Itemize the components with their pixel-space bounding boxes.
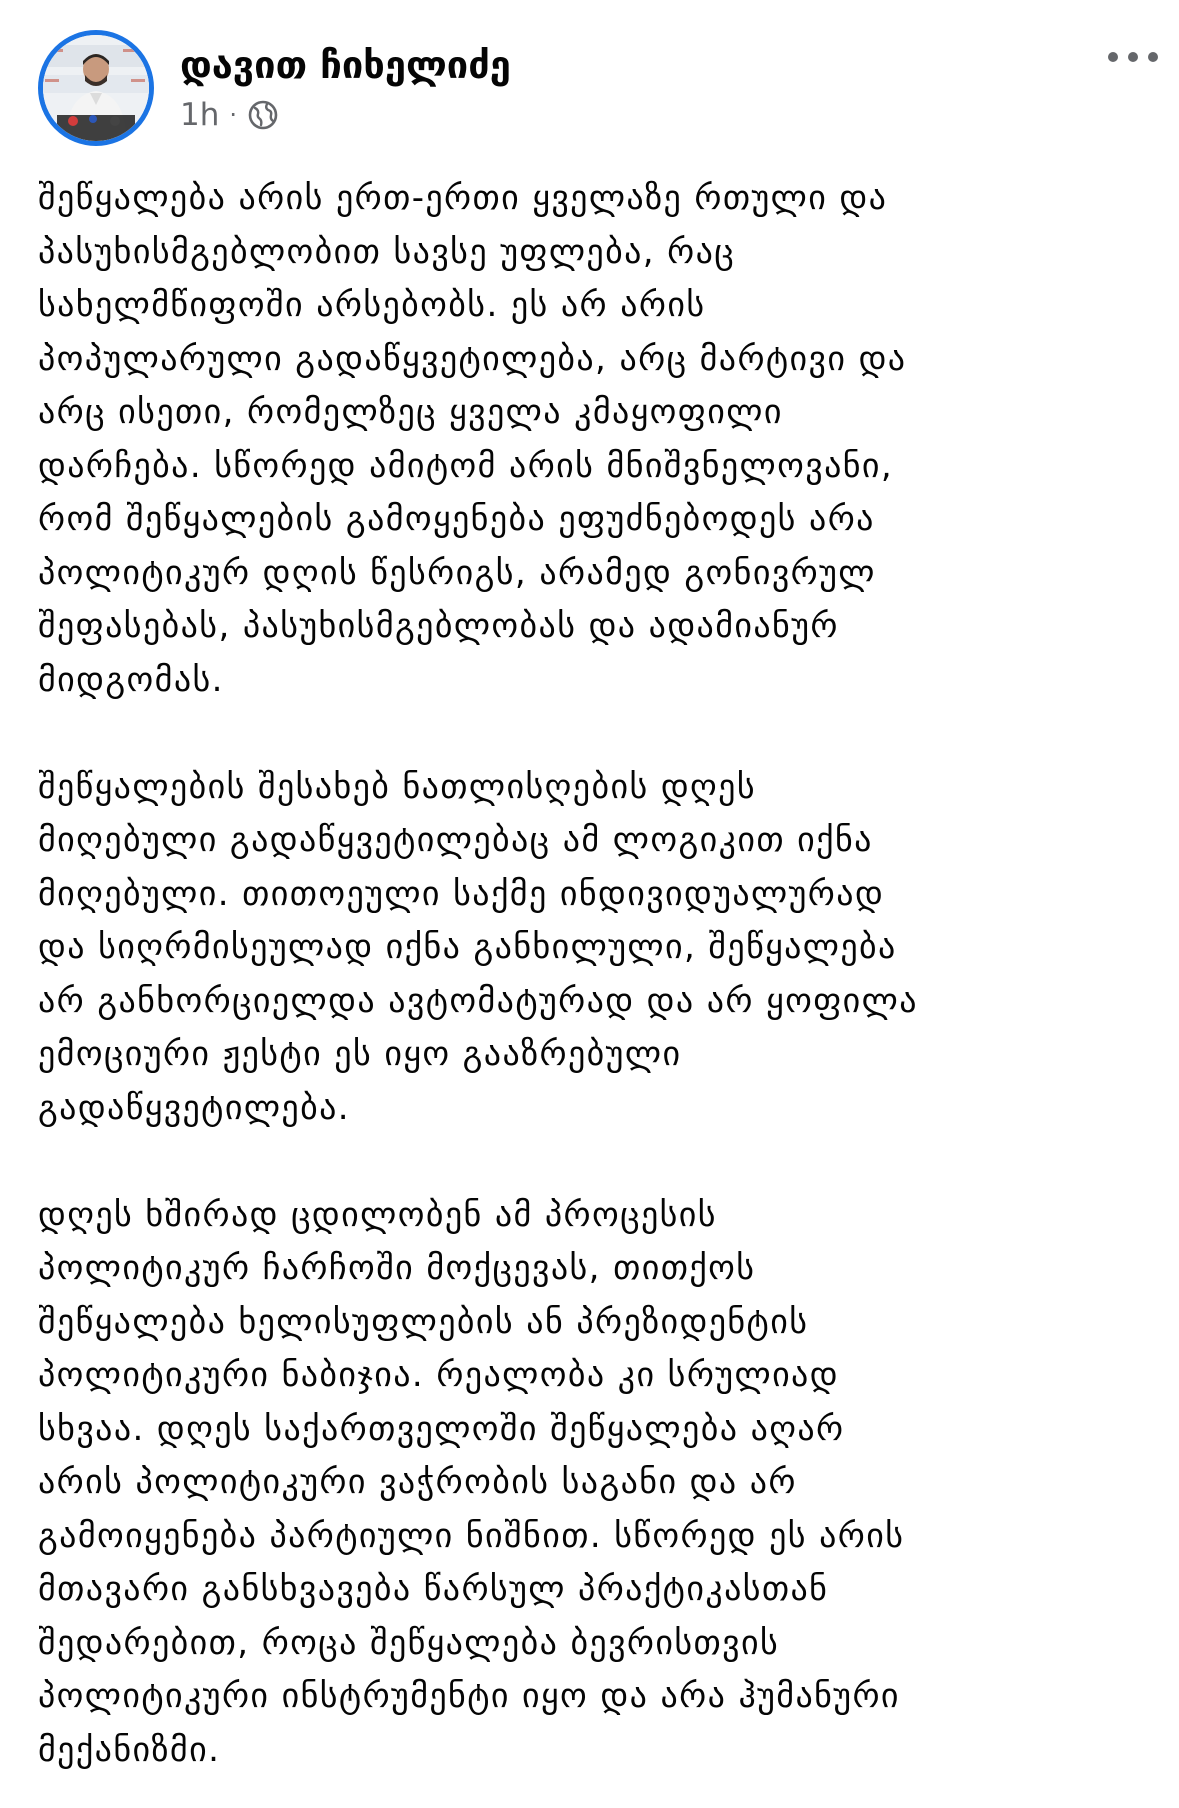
post-header bbox=[0, 0, 1179, 150]
post-paragraph: დღეს ხშირად ცდილობენ ამ პროცესის პოლიტიკურ ჩარჩოში მოქცევას, თითქოს შეწყალება ხელისუფლების ან პრეზიდენტის პოლიტიკური ნაბიჯია. რეალობა კი სრულიად სხვაა. დღეს საქართველოში შეწყალება აღარ არის პოლიტიკური ვაჭრობის საგანი და არ გამოიყენება პარტიული ნიშნით. სწორედ ეს არის მთავარი განსხვავება წარსულ პრაქტიკასთან შედარებით, როცა შეწყალება ბევრისთვის პოლიტიკური ინსტრუმენტი იყო და არა ჰუმანური მექანიზმი. bbox=[38, 1194, 905, 1770]
globe-icon[interactable] bbox=[247, 99, 279, 131]
more-options-icon bbox=[1128, 52, 1138, 62]
post-body bbox=[38, 172, 1146, 1777]
profile-avatar bbox=[43, 35, 149, 141]
post-paragraph: შეწყალების შესახებ ნათლისღების დღეს მიღებული გადაწყვეტილებაც ამ ლოგიკით იქნა მიღებული. თითოეული საქმე ინდივიდუალურად და სიღრმისეულად იქნა განხილული, შეწყალება არ განხორციელდა ავტომატურად და არ ყოფილა ემოციური ჟესტი ეს იყო გააზრებული გადაწყვეტილება. bbox=[38, 766, 918, 1128]
meta-separator: · bbox=[229, 101, 238, 129]
more-options-button[interactable] bbox=[1096, 42, 1170, 72]
post-timestamp[interactable]: 1h bbox=[180, 97, 220, 133]
post-paragraph: შეწყალება არის ერთ-ერთი ყველაზე რთული და პასუხისმგებლობით სავსე უფლება, რაც სახელმწიფოში არსებობს. ეს არ არის პოპულარული გადაწყვეტილება, არც მარტივი და არც ისეთი, რომელზეც ყველა კმაყოფილი დარჩება. სწორედ ამიტომ არის მნიშვნელოვანი, რომ შეწყალების გამოყენება ეფუძნებოდეს არა პოლიტიკურ დღის წესრიგს, არამედ გონივრულ შეფასებას, პასუხისმგებლობას და ადამიანურ მიდგომას. bbox=[38, 178, 907, 700]
author-avatar[interactable] bbox=[38, 30, 154, 146]
more-options-icon bbox=[1108, 52, 1118, 62]
more-options-icon bbox=[1148, 52, 1158, 62]
author-name[interactable]: დავით ჩიხელიძე bbox=[180, 43, 511, 87]
post-meta bbox=[180, 95, 279, 135]
